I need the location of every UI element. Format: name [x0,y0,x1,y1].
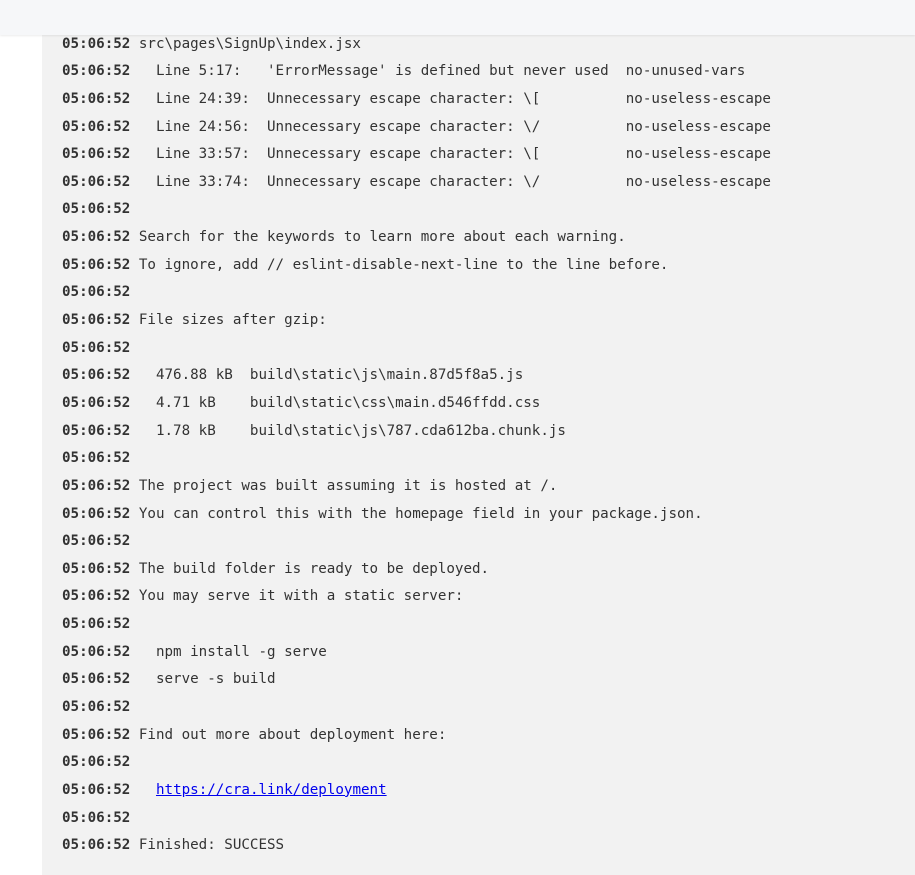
timestamp: 05:06:52 [62,339,131,356]
timestamp: 05:06:52 [62,35,131,52]
timestamp: 05:06:52 [62,63,131,80]
console-line [62,639,771,667]
timestamp: 05:06:52 [62,90,131,107]
timestamp: 05:06:52 [62,533,131,550]
deployment-link[interactable]: https://cra.link/deployment [155,781,387,798]
timestamp: 05:06:52 [62,394,131,411]
log-message: Line 5:17: 'ErrorMessage' is defined but never used no-unused-vars [138,63,746,80]
timestamp: 05:06:52 [62,560,131,577]
log-message: src\pages\SignUp\index.jsx [138,35,361,52]
console-line [62,58,771,86]
console-line [62,86,771,114]
log-message: npm install -g serve [138,643,327,660]
log-message: You can control this with the homepage field in your package.json. [138,505,703,522]
console-line [62,252,771,280]
log-message: Line 24:39: Unnecessary escape character: \[ no-useless-escape [138,90,771,107]
console-line [62,418,771,446]
timestamp: 05:06:52 [62,754,131,771]
timestamp: 05:06:52 [62,726,131,743]
log-message: You may serve it with a static server: [138,588,464,605]
timestamp: 05:06:52 [62,201,131,218]
log-message: The build folder is ready to be deployed. [138,560,490,577]
console-line [62,611,771,639]
log-message: Search for the keywords to learn more about each warning. [138,229,626,246]
log-message [139,782,156,798]
log-message: serve -s build [138,671,276,688]
timestamp: 05:06:52 [62,588,131,605]
log-message: To ignore, add // eslint-disable-next-line to the line before. [138,256,669,273]
timestamp: 05:06:52 [62,146,131,163]
log-message: Line 33:57: Unnecessary escape character: \[ no-useless-escape [138,146,771,163]
console-line [62,832,771,860]
console-line [62,694,771,722]
timestamp: 05:06:52 [62,118,131,135]
log-message: Line 33:74: Unnecessary escape character: \/ no-useless-escape [138,173,771,190]
console-lines [62,3,771,860]
timestamp: 05:06:52 [62,671,131,688]
console-line [62,749,771,777]
console-line [62,224,771,252]
log-message: 1.78 kB build\static\js\787.cda612ba.chunk.js [138,422,566,439]
timestamp: 05:06:52 [62,367,131,384]
timestamp: 05:06:52 [62,643,131,660]
console-line [62,335,771,363]
timestamp: 05:06:52 [62,837,131,854]
console-line [62,196,771,224]
timestamp: 05:06:52 [62,450,131,467]
log-message: 4.71 kB build\static\css\main.d546ffdd.css [138,394,541,411]
log-message: Finished: SUCCESS [138,837,285,854]
console-line [62,666,771,694]
console-line [62,307,771,335]
top-bar [0,0,915,35]
timestamp: 05:06:52 [62,422,131,439]
timestamp: 05:06:52 [62,173,131,190]
console-line [62,279,771,307]
timestamp: 05:06:52 [62,781,131,798]
timestamp: 05:06:52 [62,477,131,494]
timestamp: 05:06:52 [62,699,131,716]
timestamp: 05:06:52 [62,505,131,522]
console-line [62,583,771,611]
console-line [62,169,771,197]
timestamp: 05:06:52 [62,256,131,273]
timestamp: 05:06:52 [62,229,131,246]
console-line [62,141,771,169]
log-message: 476.88 kB build\static\js\main.87d5f8a5.js [138,367,524,384]
timestamp: 05:06:52 [62,312,131,329]
console-line [62,777,771,805]
console-line [62,114,771,142]
log-message: The project was built assuming it is hosted at /. [138,477,558,494]
console-line [62,390,771,418]
console-line [62,501,771,529]
console-line [62,556,771,584]
console-line [62,473,771,501]
console-line [62,528,771,556]
timestamp: 05:06:52 [62,616,131,633]
console-line [62,445,771,473]
log-message: Line 24:56: Unnecessary escape character: \/ no-useless-escape [138,118,771,135]
timestamp: 05:06:52 [62,284,131,301]
timestamp: 05:06:52 [62,809,131,826]
console-line [62,362,771,390]
log-message: File sizes after gzip: [138,312,327,329]
console-line [62,805,771,833]
console-line [62,722,771,750]
console-output-panel[interactable] [42,0,915,875]
log-message: Find out more about deployment here: [138,726,447,743]
